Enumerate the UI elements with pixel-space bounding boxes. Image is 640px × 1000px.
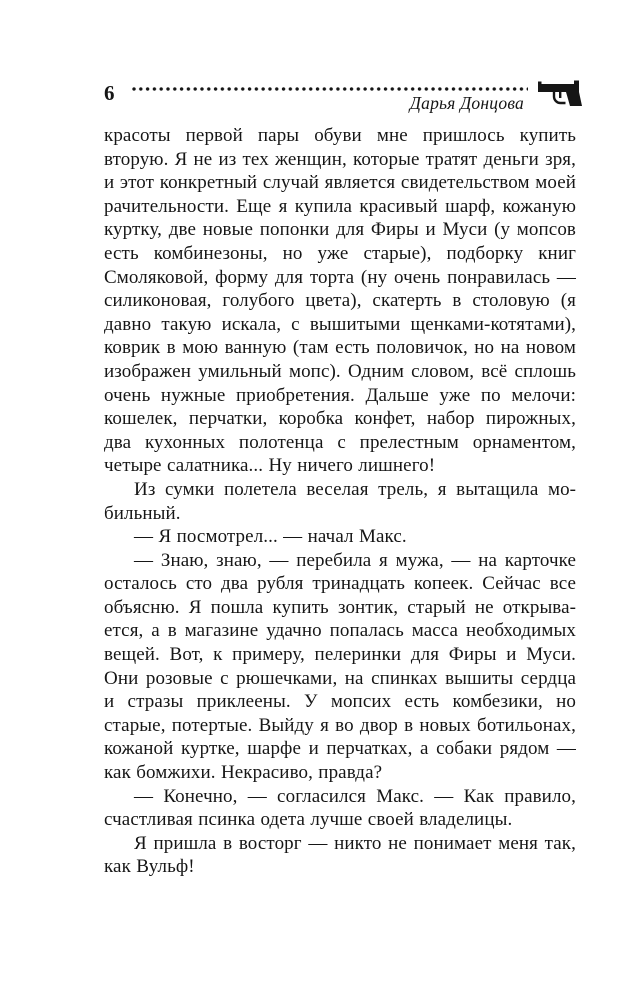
dotted-rule [132, 87, 528, 91]
running-header [104, 82, 586, 118]
page-number: 6 [104, 81, 115, 105]
author-name: Дарья Донцова [409, 93, 524, 113]
body-text [104, 124, 576, 879]
paragraph: красоты первой пары обуви мне пришлось купить вторую. Я не из тех женщин, которые тратят деньги зря, и этот конкретный случай является свидетельством моей рачительности. Еще я купила красивый шарф, кожаную куртку, две новые попонки для Фиры и Муси (у мопсов есть комбинезоны, но уже старые), подборку книг Смоляковой, форму для торта (ну очень понравилась — силиконовая, голубого цвета), скатерть в столовую (я давно такую искала, с вышитыми щенками-котятами), коврик в мою ванную (там есть половичок, но на новом изображен умильный мопс). Одним словом, всё сплошь очень нужные приобретения. Дальше уже по мелочи: кошелек, перчатки, коробка конфет, набор пирожных, два кухонных полотенца с прелестным орнаментом, четыре салатника... Ну ничего лишнего! [104, 125, 576, 477]
paragraph: Я пришла в восторг — никто не понимает меня так, как Вульф! [104, 832, 576, 878]
paragraph-dialogue: — Конечно, — согласился Макс. — Как правило, счастливая псинка одета лучше своей владелицы. [104, 785, 576, 831]
gun-icon [538, 79, 586, 107]
paragraph: Из сумки полетела веселая трель, я вытащила мобильный. [104, 478, 576, 524]
paragraph-dialogue: — Я посмотрел... — начал Макс. [134, 526, 407, 548]
paragraph-dialogue: — Знаю, знаю, — перебила я мужа, — на карточке осталось сто два рубля тринадцать копеек. Сейчас все объясню. Я пошла купить зонтик, старый не открывается, а в магазине удачно попалась масса необходимых вещей. Вот, к примеру, пелеринки для Фиры и Муси. Они розовые с рюшечками, на спинках вышиты сердца и стразы приклеены. У мопсих есть комбезики, но старые, потертые. Выйду я во двор в новых ботильонах, кожаной куртке, шарфе и перчатках, а собаки рядом — как бомжихи. Некрасиво, правда? [104, 549, 576, 784]
